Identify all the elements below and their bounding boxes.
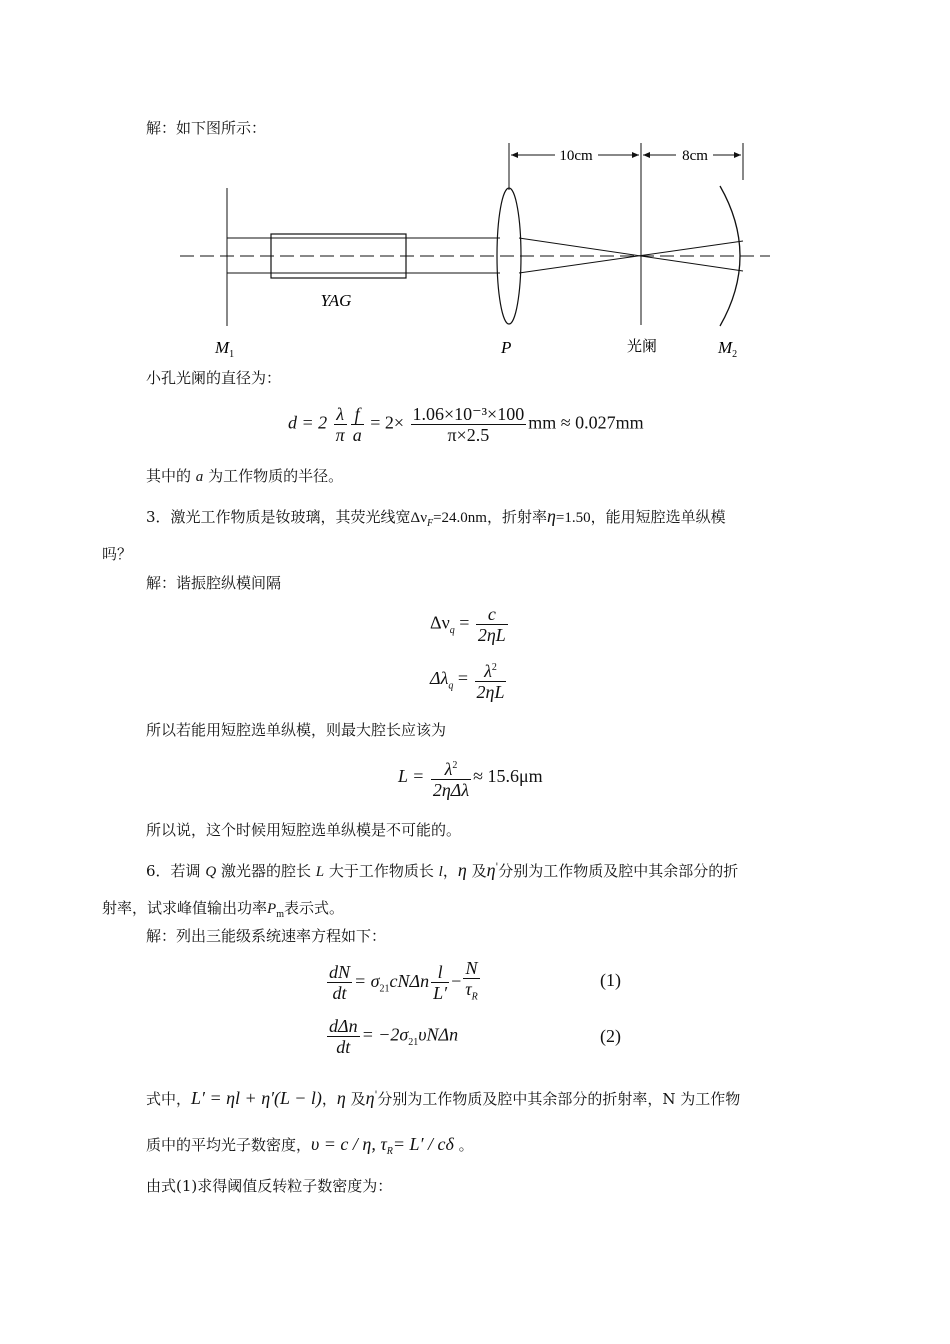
equation-2: $\frac{\text{dΔn}}{dt}$ = $-2\sigma_{21}\upsilon N\Delta n$ <box>329 1016 459 1057</box>
aperture-label: 光阑 <box>627 337 658 355</box>
laser-cavity-figure <box>170 140 780 365</box>
paragraph-definitions: 式中，L′ = ηl + η′(L − l)，η 及η'分别为工作物质及腔中其余部分的折射率，N 为工作物 <box>146 1088 741 1108</box>
paragraph-radius-note: 其中的 a 为工作物质的半径。 <box>146 467 344 485</box>
m2-label: $M_2$ <box>718 338 738 360</box>
equation-1: $\frac{dN}{dt}$ = $\sigma_{21}cN\Delta n$ $\frac{l}{L'}$ − $\frac{N}{\tau_R}$ <box>329 958 478 1004</box>
equation-frequency-spacing: $\Delta\nu_q$ = $\frac{c}{2\eta L}$ <box>430 604 506 645</box>
yag-label: YAG <box>320 291 352 310</box>
dimension-10cm: 10cm <box>559 148 593 164</box>
question-3-line2: 吗？ <box>102 545 133 563</box>
paragraph-max-length: 所以若能用短腔选单纵模，则最大腔长应该为 <box>146 721 447 739</box>
paragraph-threshold: 由式(1)求得阈值反转粒子数密度为： <box>146 1177 393 1195</box>
paragraph-conclusion: 所以说，这个时候用短腔选单纵模是不可能的。 <box>146 821 462 839</box>
question-6-line2: 射率，试求峰值输出功率$P_m$表示式。 <box>102 899 344 920</box>
paragraph-photon-density: 质中的平均光子数密度，υ = c / η, $\tau_R= L' / c\delta$ 。 <box>146 1134 474 1157</box>
equation-wavelength-spacing: $\Delta\lambda_q$ = $\frac{\lambda^2}{2\eta L}$ <box>430 658 508 702</box>
dimension-8cm: 8cm <box>682 148 708 164</box>
equation-max-cavity-length: L = $\frac{\lambda^2}{\text{2ηΔλ}}$ ≈ 15.6μm <box>398 756 543 800</box>
lens-p-label: P <box>501 338 512 357</box>
question-6: 6．若调 Q 激光器的腔长 L 大于工作物质长 l，η 及η'分别为工作物质及腔中其余部分的折 <box>146 860 739 880</box>
paragraph-aperture-diameter: 小孔光阑的直径为： <box>146 369 282 387</box>
answer-3-intro: 解：谐振腔纵模间隔 <box>146 574 282 592</box>
equation-1-tag: (1) <box>600 970 621 990</box>
equation-2-tag: (2) <box>600 1026 621 1046</box>
m1-label: $M_1$ <box>215 338 235 360</box>
equation-aperture-diameter: d = 2 $\frac{\lambda}{\pi}$ $\frac{f}{a}$ = 2× $\frac{\text{1.06×10⁻³×100}}{\pi\times 2.5}$ mm ≈ 0.027mm <box>288 404 644 445</box>
answer-6-intro: 解：列出三能级系统速率方程如下： <box>146 927 387 945</box>
question-3: 3．激光工作物质是钕玻璃，其荧光线宽$\Delta\nu_F=24.0nm$，折射率η=1.50，能用短腔选单纵模 <box>146 506 726 529</box>
paragraph-solution-intro: 解：如下图所示： <box>146 119 267 137</box>
